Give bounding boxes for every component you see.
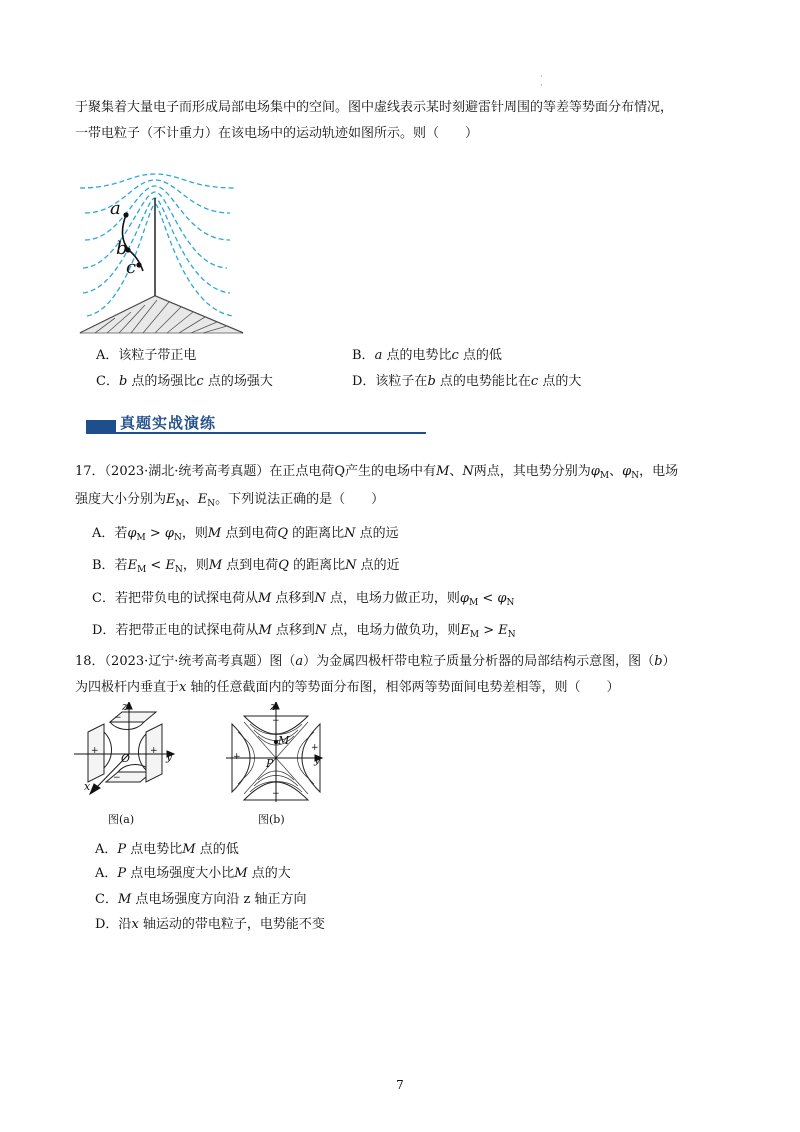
label-a: a: [110, 198, 121, 219]
q18-option-d: D．沿x 轴运动的带电粒子，电势能不变: [95, 917, 325, 932]
ground-hatching: [80, 296, 243, 333]
section-banner: [86, 412, 426, 434]
intro-line-2: 一带电粒子（不计重力）在该电场中的运动轨迹如图所示。则（ ）: [75, 126, 479, 141]
fig-b-bottom-sign: −: [272, 789, 280, 799]
q16-option-a: A．该粒子带正电: [96, 348, 197, 363]
fig-a-bottom-sign: −: [113, 773, 121, 783]
fig-a-origin: O: [121, 752, 131, 765]
fig-b-caption: 图(b): [258, 813, 285, 826]
q17-option-d: D．若把带正电的试探电荷从M 点移到N 点，电场力做负功，则$E_M > E_N$: [92, 623, 516, 640]
point-c: [136, 262, 141, 267]
q18-stem-line-1: 18．（2023·辽宁·统考高考真题）图（a）为金属四极杆带电粒子质量分析器的局部结构示意图，图（b）: [75, 654, 676, 669]
q17-option-c: C．若把带负电的试探电荷从M 点移到N 点，电场力做正功，则$\varphi_M < \varphi_N$: [92, 591, 515, 608]
section-title: 真题实战演练: [120, 414, 217, 432]
fig-a-right-sign: +: [150, 746, 158, 756]
q17-stem-line-2: 强度大小分别为$E_M$、$E_N$。下列说法正确的是（ ）: [75, 492, 385, 509]
decorative-dots: · ·: [540, 72, 543, 90]
label-b: b: [116, 238, 128, 259]
fig-a-axis-y: y: [166, 750, 173, 763]
banner-rule: [86, 432, 426, 434]
fig-b-axis-y: y: [314, 753, 321, 766]
q16-option-b: B．a 点的电势比c 点的低: [352, 348, 502, 363]
q16-option-c: C．b 点的场强比c 点的场强大: [96, 374, 273, 389]
fig-b-top-sign: −: [272, 716, 280, 726]
q18-option-b: A．P 点电场强度大小比M 点的大: [95, 866, 291, 881]
q18-option-a: A．P 点电势比M 点的低: [95, 842, 239, 857]
q17-option-b: B．若$E_M < E_N$，则M 点到电荷Q 的距离比N 点的近: [92, 558, 400, 575]
q16-option-d: D．该粒子在b 点的电势能比在c 点的大: [352, 374, 582, 389]
q18-stem-line-2: 为四极杆内垂直于x 轴的任意截面内的等势面分布图，相邻两等势面间电势差相等，则（ ）: [75, 680, 620, 695]
fig-a-axis-x: x: [84, 780, 91, 793]
fig-a-top-sign: −: [114, 713, 122, 723]
fig-b-point-m: M: [278, 734, 290, 747]
intro-line-1: 于聚集着大量电子而形成局部电场集中的空间。图中虚线表示某时刻避雷针周围的等差等势面分布情况，: [75, 100, 674, 115]
equipotential-lines: [80, 174, 235, 316]
fig-a-left-sign: +: [91, 746, 99, 756]
fig-b-axis-z: z: [270, 700, 276, 713]
fig-b-point-p: P: [266, 757, 274, 770]
q18-option-c: C．M 点电场强度方向沿 z 轴正方向: [95, 892, 307, 907]
fig-a-caption: 图(a): [108, 813, 135, 826]
point-a: [123, 212, 128, 217]
label-c: c: [126, 257, 137, 278]
lightning-rod-figure: [75, 168, 245, 340]
banner-bar: [86, 420, 116, 432]
q17-option-a: A．若$\varphi_M > \varphi_N$，则M 点到电荷Q 的距离比N 点的远: [92, 526, 399, 543]
page-number: 7: [396, 1078, 404, 1092]
fig-b-right-sign: +: [311, 743, 319, 753]
fig-b-left-sign: +: [233, 752, 241, 762]
q17-stem-line-1: 17．（2023·湖北·统考高考真题）在正点电荷Q产生的电场中有M、N两点，其电势分别为$\varphi_M$、$\varphi_N$，电场: [75, 464, 679, 481]
fig-a-axis-z: z: [122, 700, 128, 713]
